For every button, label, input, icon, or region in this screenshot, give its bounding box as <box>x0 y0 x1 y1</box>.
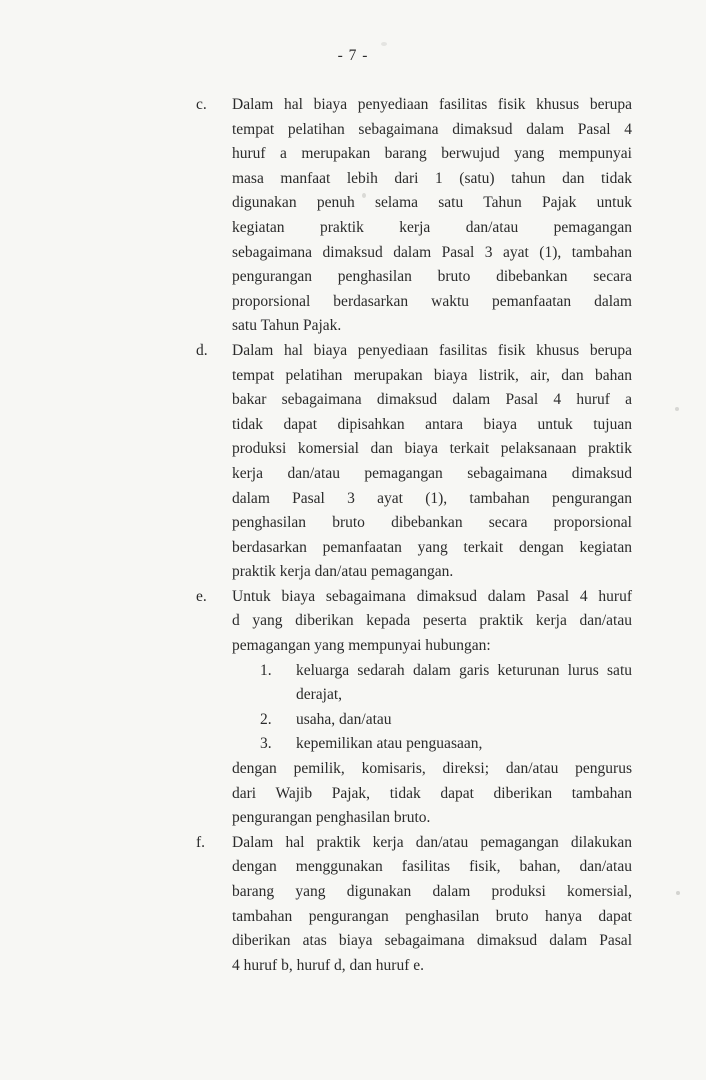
text-line: dengan pemilik, komisaris, direksi; dan/atau pengurus <box>232 760 632 778</box>
text-line: dengan menggunakan fasilitas fisik, bahan, dan/atau <box>232 858 632 876</box>
sub-item-label-3: 3. <box>260 735 272 753</box>
item-label-c: c. <box>196 96 207 113</box>
text-line: kegiatan praktik kerja dan/atau pemagangan <box>232 218 632 236</box>
text-line: proporsional berdasarkan waktu pemanfaatan dalam <box>232 292 632 310</box>
item-body-d <box>232 339 632 585</box>
text-line: barang yang digunakan dalam produksi komersial, <box>232 883 632 900</box>
text-line: kerja dan/atau pemagangan sebagaimana dimaksud <box>232 464 632 482</box>
item-body-f <box>232 831 632 979</box>
text-line: praktik kerja dan/atau pemagangan. <box>232 563 454 581</box>
item-label-f: f. <box>196 833 206 851</box>
text-line: Dalam hal biaya penyediaan fasilitas fisik khusus berupa <box>232 96 632 113</box>
item-label-e: e. <box>196 587 207 605</box>
sub-item-label-1: 1. <box>260 661 272 679</box>
item-label-d: d. <box>196 341 208 359</box>
text-line: pengurangan penghasilan bruto. <box>232 809 431 827</box>
text-line: tidak dapat dipisahkan antara biaya untuk tujuan <box>232 415 632 433</box>
text-line: kepemilikan atau penguasaan, <box>296 735 483 753</box>
text-line: dalam Pasal 3 ayat (1), tambahan pengurangan <box>232 489 632 507</box>
scan-speck <box>675 407 679 411</box>
page-number: - 7 - <box>337 47 369 64</box>
text-line: bakar sebagaimana dimaksud dalam Pasal 4 huruf a <box>232 391 632 409</box>
scan-speck <box>381 42 387 46</box>
text-line: huruf a merupakan barang berwujud yang mempunyai <box>232 145 632 163</box>
sub-item-label-2: 2. <box>260 710 272 728</box>
item-body-e <box>232 585 632 831</box>
text-line: pemagangan yang mempunyai hubungan: <box>232 637 491 655</box>
text-line: sebagaimana dimaksud dalam Pasal 3 ayat (1), tambahan <box>232 243 632 261</box>
text-line: masa manfaat lebih dari 1 (satu) tahun dan tidak <box>232 169 632 187</box>
text-line: derajat, <box>296 686 343 704</box>
text-line: tempat pelatihan merupakan biaya listrik, air, dan bahan <box>232 366 632 384</box>
list-item-d <box>196 339 632 585</box>
text-line: Dalam hal biaya penyediaan fasilitas fisik khusus berupa <box>232 341 632 359</box>
sub-item-body-1 <box>296 659 632 708</box>
sub-list-item-2 <box>260 708 632 733</box>
text-line: 4 huruf b, huruf d, dan huruf e. <box>232 956 424 974</box>
text-line: tempat pelatihan sebagaimana dimaksud dalam Pasal 4 <box>232 120 632 138</box>
text-line: diberikan atas biaya sebagaimana dimaksud dalam Pasal <box>232 932 632 950</box>
text-line: berdasarkan pemanfaatan yang terkait dengan kegiatan <box>232 538 632 556</box>
sub-list-item-3 <box>260 732 632 757</box>
text-line: Dalam hal praktik kerja dan/atau pemagangan dilakukan <box>232 833 632 851</box>
text-line: d yang diberikan kepada peserta praktik kerja dan/atau <box>232 612 632 630</box>
sub-list-item-1 <box>260 659 632 708</box>
list-item-f <box>196 831 632 979</box>
list-item-c <box>196 93 632 339</box>
text-line: Untuk biaya sebagaimana dimaksud dalam Pasal 4 huruf <box>232 587 632 605</box>
item-body-c <box>232 93 632 339</box>
list-item-e <box>196 585 632 831</box>
text-line: satu Tahun Pajak. <box>232 317 342 335</box>
text-line: digunakan penuh selama satu Tahun Pajak untuk <box>232 194 632 212</box>
text-line: keluarga sedarah dalam garis keturunan lurus satu <box>296 661 632 679</box>
text-line: penghasilan bruto dibebankan secara proporsional <box>232 514 632 532</box>
document-body <box>196 93 632 978</box>
text-line: tambahan pengurangan penghasilan bruto hanya dapat <box>232 907 632 925</box>
text-line: produksi komersial dan biaya terkait pelaksanaan praktik <box>232 440 632 458</box>
text-line: dari Wajib Pajak, tidak dapat diberikan tambahan <box>232 784 632 802</box>
sub-item-body-3 <box>296 732 632 757</box>
scan-speck <box>676 891 680 895</box>
text-line: pengurangan penghasilan bruto dibebankan secara <box>232 268 632 286</box>
text-line: usaha, dan/atau <box>296 710 392 728</box>
sub-item-body-2 <box>296 708 632 733</box>
scan-speck <box>362 193 366 198</box>
